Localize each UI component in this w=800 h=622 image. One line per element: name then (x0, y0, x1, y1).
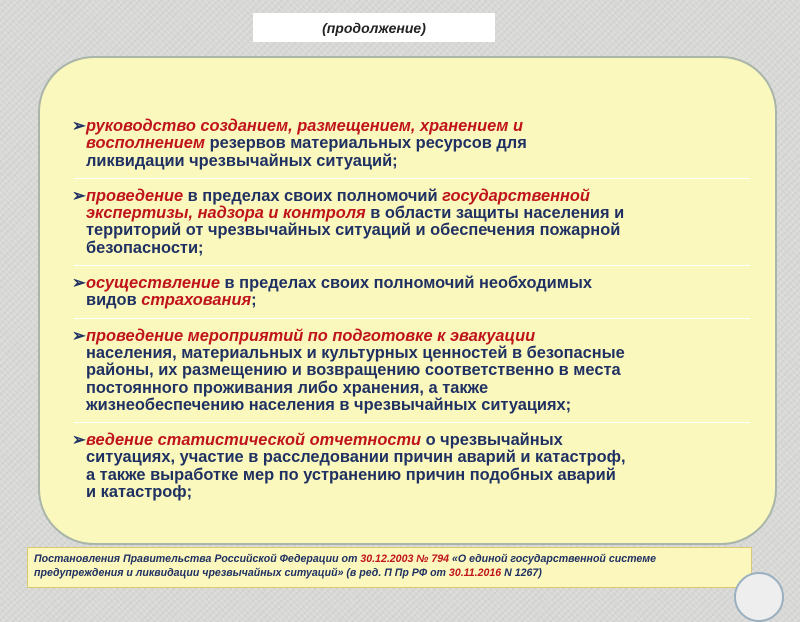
footer-date-2: 30.11.2016 (448, 567, 502, 579)
list-item-line (86, 362, 752, 379)
highlighted-text: проведение (86, 186, 184, 205)
body-text: в области защиты населения и (365, 204, 625, 223)
list-item-line (86, 240, 752, 257)
footer-text-3: N 1267) (501, 567, 542, 579)
list-item-line (86, 467, 752, 484)
body-text: ; (251, 291, 257, 310)
list-item-line (86, 205, 752, 222)
divider (74, 318, 750, 319)
arrow-bullet-icon: ➢ (72, 274, 86, 293)
highlighted-text: восполнением (86, 134, 206, 153)
highlighted-text: руководство созданием, размещением, хранением и (86, 117, 523, 135)
list-item (72, 328, 752, 414)
highlighted-text: страхования (141, 291, 252, 310)
body-text: а также выработке мер по устранению причин подобных аварий (86, 465, 616, 484)
list-item-line (86, 222, 752, 239)
body-text: в пределах своих полномочий (183, 186, 443, 205)
list-item-line (86, 275, 752, 292)
list-item-line (86, 397, 752, 414)
list-item-line (86, 345, 752, 362)
divider (74, 265, 750, 266)
body-text: и катастроф; (86, 483, 193, 502)
list-item-line (86, 153, 752, 170)
list-item-line (86, 328, 752, 345)
body-text: видов (86, 291, 142, 310)
highlighted-text: экспертизы, надзора и контроля (86, 204, 366, 223)
list-item-line (86, 432, 752, 449)
list-item-line (86, 292, 752, 309)
footer-text-1: Постановления Правительства Российской Федерации от (34, 553, 361, 565)
list-item-line (86, 484, 752, 501)
body-text: безопасности; (86, 238, 204, 257)
body-text: ситуациях, участие в расследовании причин аварий и катастроф, (86, 448, 626, 467)
footer-text-2: «О единой государственной системе предупреждения и ликвидации чрезвычайных ситуаций» (в ред. П Пр РФ от (34, 553, 656, 579)
list-item (72, 432, 752, 501)
slide-title-text: (продолжение) (322, 19, 426, 36)
list-item-line (86, 118, 752, 135)
bullet-list (72, 118, 752, 501)
body-text: районы, их размещению и возвращению соответственно в места (86, 361, 621, 380)
highlighted-text: ведение статистической отчетности (86, 431, 422, 450)
body-text: населения, материальных и культурных ценностей в безопасные (86, 343, 625, 362)
highlighted-text: осуществление (86, 274, 220, 293)
list-item-line (86, 135, 752, 152)
divider (74, 422, 750, 423)
list-item (72, 118, 752, 170)
body-text: территорий от чрезвычайных ситуаций и обеспечения пожарной (86, 221, 621, 240)
list-item-line (86, 449, 752, 466)
body-text: жизнеобеспечению населения в чрезвычайных ситуациях; (86, 395, 572, 414)
body-text: о чрезвычайных (421, 431, 563, 450)
list-item-line (86, 380, 752, 397)
arrow-bullet-icon: ➢ (72, 431, 86, 450)
list-item (72, 188, 752, 257)
footer-date-1: 30.12.2003 № 794 (360, 553, 450, 565)
body-text: ликвидации чрезвычайных ситуаций; (86, 151, 398, 170)
corner-badge (734, 572, 784, 622)
body-text: резервов материальных ресурсов для (205, 134, 527, 153)
arrow-bullet-icon: ➢ (72, 117, 86, 135)
slide-title (253, 13, 495, 42)
footer-citation (27, 547, 752, 588)
highlighted-text: государственной (442, 186, 590, 205)
list-item-line (86, 188, 752, 205)
body-text: в пределах своих полномочий необходимых (219, 274, 592, 293)
divider (74, 178, 750, 179)
body-text: постоянного проживания либо хранения, а также (86, 378, 489, 397)
arrow-bullet-icon: ➢ (72, 186, 86, 205)
list-item (72, 275, 752, 310)
highlighted-text: проведение мероприятий по подготовке к эвакуации (86, 326, 536, 345)
arrow-bullet-icon: ➢ (72, 326, 86, 345)
